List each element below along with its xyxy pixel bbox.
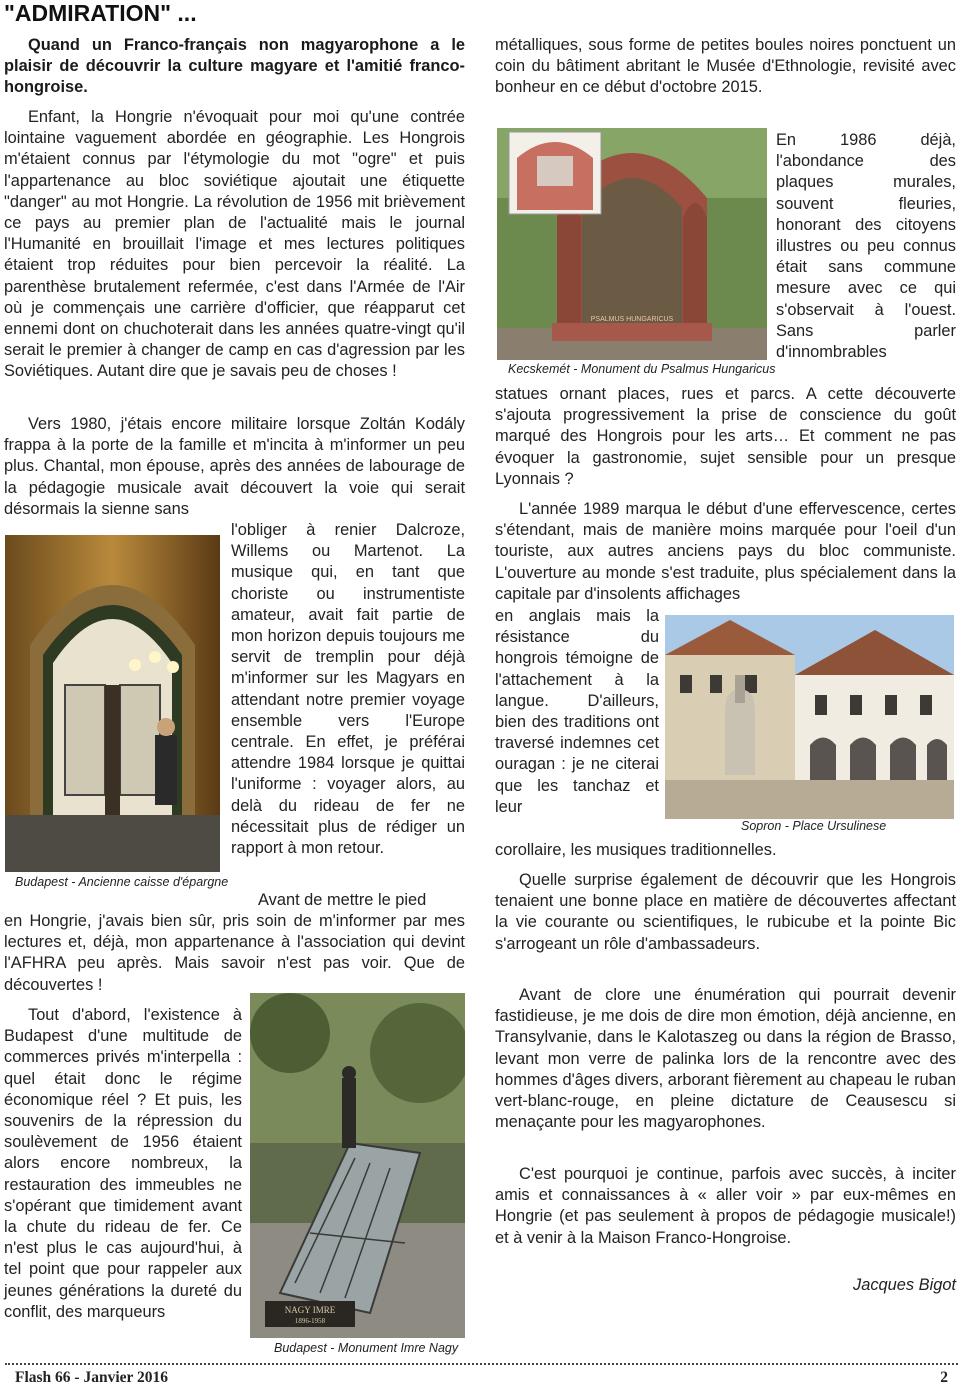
col1-paragraph-4: Tout d'abord, l'existence à Budapest d'une multitude de commerces privés m'interpella : quel était donc le régime économique réel ? Et puis, les souvenirs de la répression du soulèvement de 1956 étaient alors encore nombreux, la restauration des immeubles ne s'opérant que timidement avant la chute du rideau de fer. Ce n'est plus le cas aujourd'hui, à tel point que pour rappeler aux jeunes générations la dureté du conflit, des marqueurs xyxy=(4,1006,242,1321)
col1-paragraph-3-wrap: Avant de mettre le pied xyxy=(258,891,427,909)
imre-nagy-illustration xyxy=(250,993,465,1338)
col1-paragraph-2: Vers 1980, j'étais encore militaire lorsque Zoltán Kodály frappa à la porte de la famille et m'incita à m'informer un peu plus. Chantal, mon épouse, après des années de labourage de la pédagogie musicale avait découvert la voie qui serait désormais la sienne sans xyxy=(4,415,465,518)
psalmus-plaque-text: PSALMUS HUNGARICUS xyxy=(590,316,674,323)
col2-paragraph-1: métalliques, sous forme de petites boules noires ponctuent un coin du bâtiment abritant le Musée d'Ethnologie, revisité avec bonheur en ce début d'octobre 2015. xyxy=(495,36,956,97)
sopron-illustration xyxy=(665,615,954,819)
page-footer xyxy=(5,1363,958,1386)
nagy-plaque-dates: 1896-1958 xyxy=(294,1317,326,1325)
nagy-plaque-text: NAGY IMRE xyxy=(284,1305,336,1315)
footer-issue: Flash 66 - Janvier 2016 xyxy=(15,1369,168,1386)
caisse-epargne-illustration xyxy=(5,535,220,872)
photo-imre-nagy xyxy=(250,993,465,1338)
col2-paragraph-4: Quelle surprise également de découvrir que les Hongrois tenaient une bonne place en matière de découvertes affectant la vie courante ou scientifiques, le rubicube et la pointe Bic s'arrogeant un rôle d'ambassadeurs. xyxy=(495,871,956,953)
psalmus-illustration xyxy=(497,128,767,360)
intro-paragraph: Quand un Franco-français non magyarophone a le plaisir de découvrir la culture magyare et l'amitié franco-hongroise. xyxy=(4,36,465,97)
photo-psalmus-hungaricus xyxy=(497,128,767,360)
col1-paragraph-2-wrap: l'obliger à renier Dalcroze, Willems ou Martenot. La musique qui, en tant que choriste ou instrumentiste amateur, avait fait partie de mon horizon depuis toujours me servit de tremplin pour déjà m'informer sur les Magyars en attendant notre premier voyage ensemble vers l'Europe centrale. En effet, je préférai attendre 1984 lorsque je quittai l'uniforme : voyager alors, au delà du rideau de fer ne nécessitait plus de rédiger un rapport à mon retour. xyxy=(231,521,465,858)
col2-paragraph-6: C'est pourquoi je continue, parfois avec succès, à inciter amis et connaissances à « aller voir » par eux-mêmes en Hongrie (et pas seulement à propos de pédagogie musicale!) et à venir à la Maison Franco-Hongroise. xyxy=(495,1165,956,1247)
photo-sopron xyxy=(665,615,954,819)
signature: Jacques Bigot xyxy=(853,1276,956,1294)
photo-caisse-epargne xyxy=(5,535,220,872)
col2-paragraph-2: statues ornant places, rues et parcs. A cette découverte s'ajouta progressivement la prise de conscience du goût marqué des Hongrois pour les arts… Et comment ne pas évoquer la gastronomie, sujet sensible pour un presque Lyonnais ? xyxy=(495,385,956,488)
col2-paragraph-3-wrap: en anglais mais la résistance du hongrois témoigne de l'attachement à la langue. D'ailleurs, bien des traditions ont traversé indemnes cet ouragan : je ne citerai que les tanchaz et leur xyxy=(495,607,659,816)
caption-caisse-epargne: Budapest - Ancienne caisse d'épargne xyxy=(15,875,229,889)
col2-paragraph-3: L'année 1989 marqua le début d'une effervescence, certes s'étendant, mais de manière moins marquée pour l'oeil d'un touriste, aux autres anciens pays du bloc communiste. L'ouverture au monde s'est traduite, plus spécialement dans la capitale par d'insolents affichages xyxy=(495,500,956,603)
page-title: "ADMIRATION" ... xyxy=(4,0,197,26)
col2-paragraph-2-wrap: En 1986 déjà, l'abondance des plaques murales, souvent fleuries, honorant des citoyens illustres ou peu connus était sans commune mesure avec ce qui s'observait à l'ouest. Sans parler d'innombrables xyxy=(776,131,956,362)
col1-paragraph-3: en Hongrie, j'avais bien sûr, pris soin de m'informer par mes lectures et, déjà, mon appartenance à l'association qui devint l'AFHRA peu après. Mais savoir n'est pas voir. Que de découvertes ! xyxy=(4,912,465,994)
footer-page-number: 2 xyxy=(940,1369,948,1386)
caption-imre-nagy: Budapest - Monument Imre Nagy xyxy=(274,1341,459,1355)
col1-paragraph-1: Enfant, la Hongrie n'évoquait pour moi qu'une contrée lointaine vaguement abordée en géographie. Les Hongrois m'étaient connus par l'étymologie du mot "ogre" et puis l'appartenance au bloc soviétique ajoutait une étiquette "danger" au mot Hongrie. La révolution de 1956 mit brièvement ce pays au premier plan de l'actualité mais le journal l'Humanité en brouillait l'image et mes lectures politiques étaient trop réduites pour bien percevoir la réalité. La parenthèse brutalement refermée, c'est dans l'Armée de l'Air où je commençais une carrière d'officier, que réapparut cet ennemi dont on chuchoterait dans les années quatre-vingt qu'il serait le premier à changer de camp en cas d'agression par les Soviétiques. Autant dire que je savais peu de choses ! xyxy=(4,108,465,381)
col2-paragraph-5: Avant de clore une énumération qui pourrait devenir fastidieuse, je me dois de dire mon émotion, déjà ancienne, en Transylvanie, dans le Kalotaszeg ou dans la région de Brasso, levant mon verre de palinka lors de la rencontre avec des hommes d'âges divers, arborant fièrement au chapeau le ruban vert-blanc-rouge, en pleine dictature de Ceausescu si menaçante pour les magyarophones. xyxy=(495,986,956,1132)
caption-sopron: Sopron - Place Ursulinese xyxy=(741,819,887,833)
caption-psalmus: Kecskemét - Monument du Psalmus Hungaricus xyxy=(508,362,776,376)
col2-paragraph-3-end: corollaire, les musiques traditionnelles. xyxy=(495,841,777,859)
